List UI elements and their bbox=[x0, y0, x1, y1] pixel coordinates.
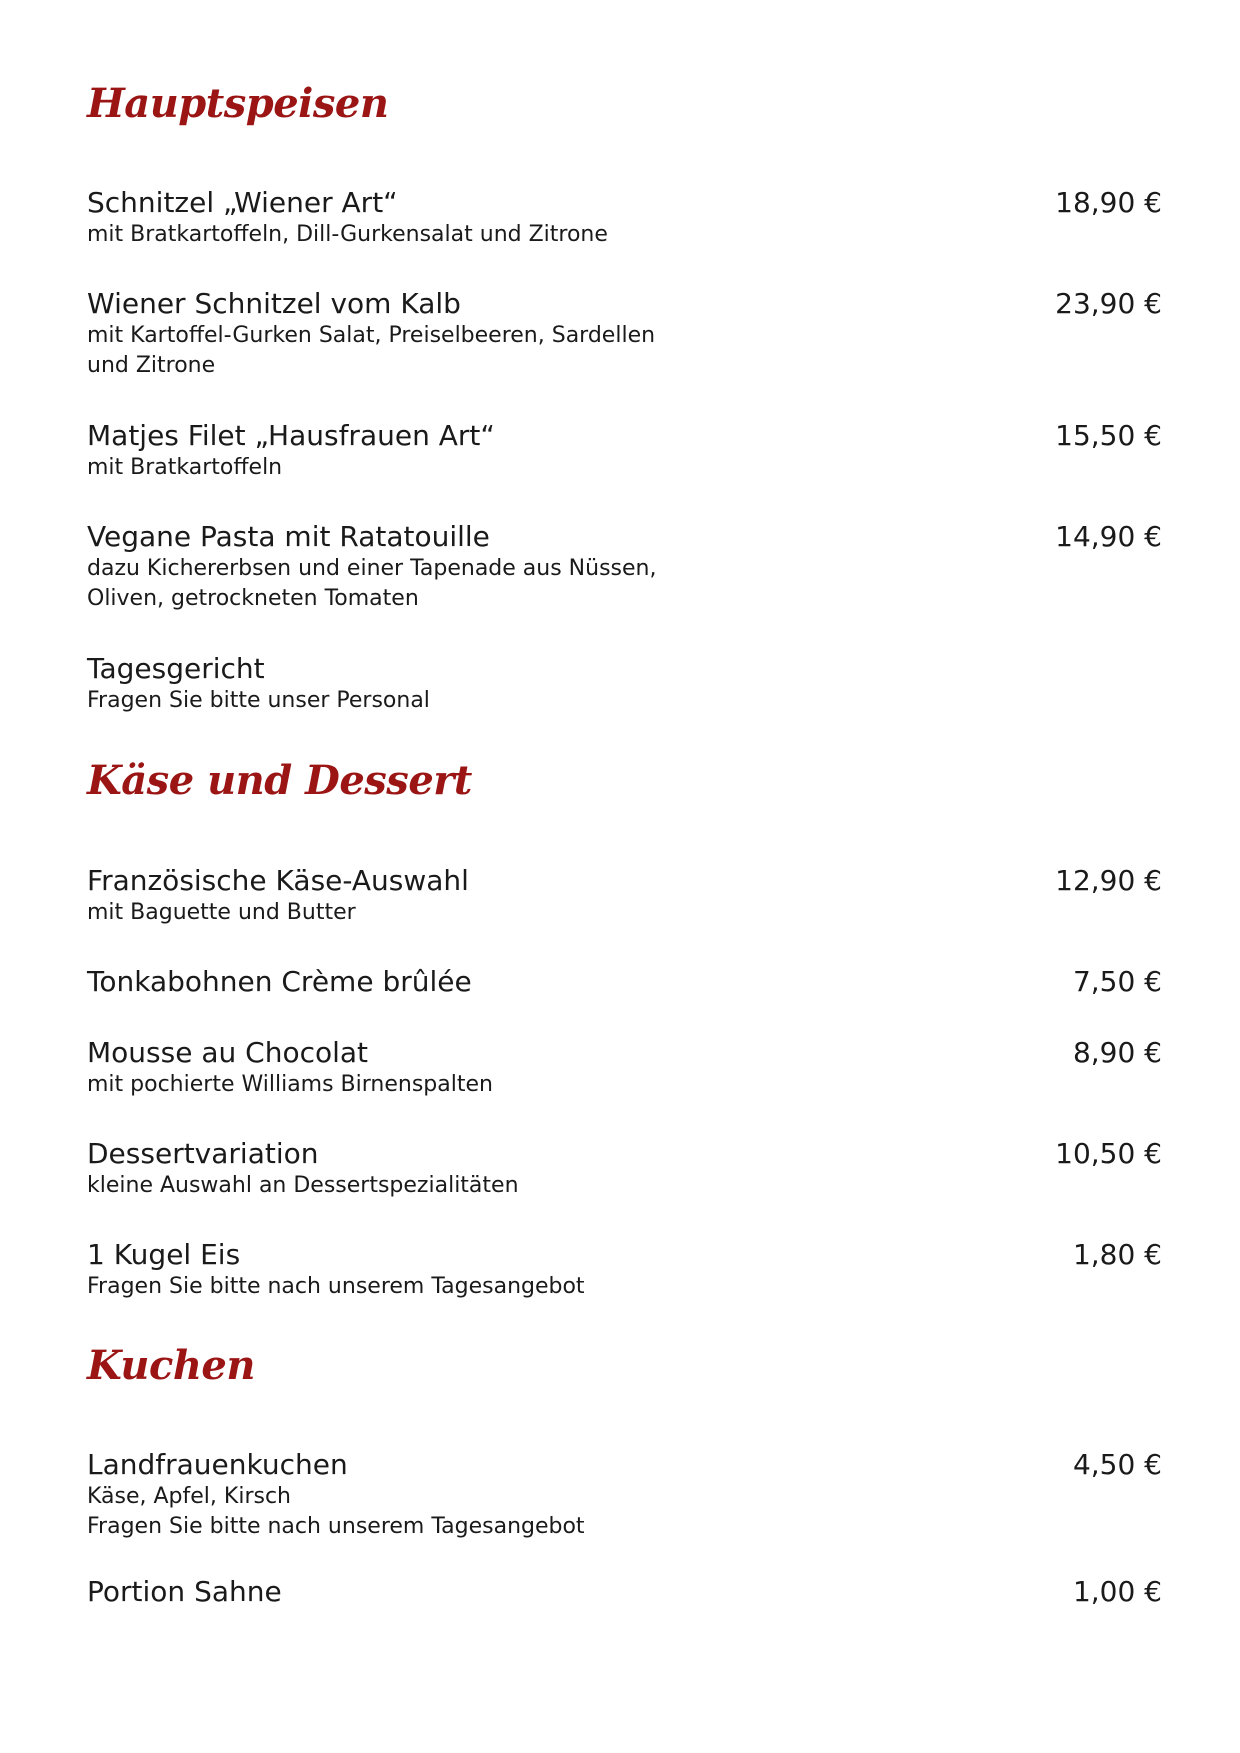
item-price: 8,90 € bbox=[1072, 1036, 1162, 1069]
item-description: Oliven, getrockneten Tomaten bbox=[87, 586, 419, 611]
menu-item bbox=[87, 186, 1162, 250]
menu-item bbox=[87, 520, 1162, 614]
menu-item bbox=[87, 965, 1162, 999]
section-title-kaese-und-dessert: Käse und Dessert bbox=[87, 757, 472, 804]
item-name: Tagesgericht bbox=[87, 652, 265, 685]
item-price: 4,50 € bbox=[1072, 1448, 1162, 1481]
item-price: 10,50 € bbox=[1055, 1137, 1162, 1170]
item-name: Wiener Schnitzel vom Kalb bbox=[87, 287, 461, 320]
item-price: 15,50 € bbox=[1055, 419, 1162, 452]
item-price: 7,50 € bbox=[1072, 965, 1162, 998]
menu-item bbox=[87, 1137, 1162, 1201]
menu-item bbox=[87, 287, 1162, 381]
item-name: Landfrauenkuchen bbox=[87, 1448, 348, 1481]
menu-item bbox=[87, 1448, 1162, 1542]
item-name: Matjes Filet „Hausfrauen Art“ bbox=[87, 419, 495, 452]
menu-item bbox=[87, 652, 1162, 716]
item-description: kleine Auswahl an Dessertspezialitäten bbox=[87, 1173, 519, 1198]
menu-item bbox=[87, 1238, 1162, 1302]
item-description: dazu Kichererbsen und einer Tapenade aus Nüssen, bbox=[87, 556, 657, 581]
item-price: 12,90 € bbox=[1055, 864, 1162, 897]
item-name: Schnitzel „Wiener Art“ bbox=[87, 186, 398, 219]
menu-item bbox=[87, 1575, 1162, 1609]
item-price: 23,90 € bbox=[1055, 287, 1162, 320]
item-name: Portion Sahne bbox=[87, 1575, 282, 1608]
item-description: mit Baguette und Butter bbox=[87, 900, 356, 925]
item-price: 1,80 € bbox=[1072, 1238, 1162, 1271]
menu-item bbox=[87, 1036, 1162, 1100]
item-description: mit Bratkartoffeln, Dill-Gurkensalat und Zitrone bbox=[87, 222, 608, 247]
item-name: Mousse au Chocolat bbox=[87, 1036, 369, 1069]
section-title-kuchen: Kuchen bbox=[87, 1342, 255, 1389]
item-description: Fragen Sie bitte unser Personal bbox=[87, 688, 430, 713]
item-price: 1,00 € bbox=[1072, 1575, 1162, 1608]
item-description: mit Bratkartoffeln bbox=[87, 455, 283, 480]
item-description: Fragen Sie bitte nach unserem Tagesangebot bbox=[87, 1514, 585, 1539]
item-description: Käse, Apfel, Kirsch bbox=[87, 1484, 291, 1509]
item-name: Dessertvariation bbox=[87, 1137, 319, 1170]
item-description: Fragen Sie bitte nach unserem Tagesangebot bbox=[87, 1274, 585, 1299]
menu-item bbox=[87, 419, 1162, 483]
item-price: 14,90 € bbox=[1055, 520, 1162, 553]
item-description: mit pochierte Williams Birnenspalten bbox=[87, 1072, 493, 1097]
item-price: 18,90 € bbox=[1055, 186, 1162, 219]
item-name: Französische Käse-Auswahl bbox=[87, 864, 469, 897]
item-name: Vegane Pasta mit Ratatouille bbox=[87, 520, 490, 553]
item-description: und Zitrone bbox=[87, 353, 216, 378]
menu-item bbox=[87, 864, 1162, 928]
section-title-hauptspeisen: Hauptspeisen bbox=[87, 80, 389, 127]
item-name: Tonkabohnen Crème brûlée bbox=[87, 965, 472, 998]
item-description: mit Kartoffel-Gurken Salat, Preiselbeeren, Sardellen bbox=[87, 323, 656, 348]
item-name: 1 Kugel Eis bbox=[87, 1238, 241, 1271]
